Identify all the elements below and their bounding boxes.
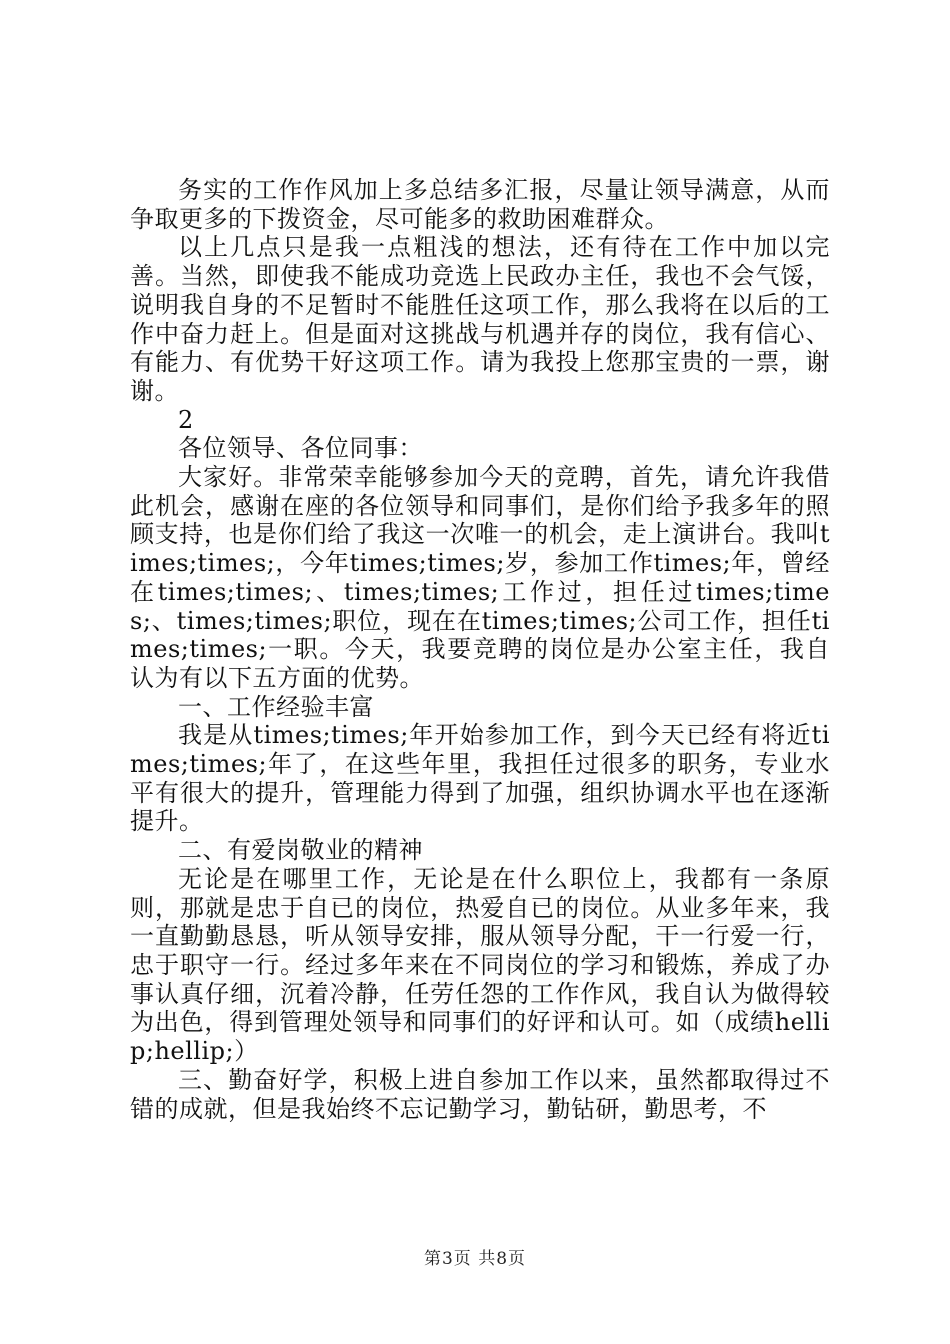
salutation: 各位领导、各位同事： <box>178 434 423 463</box>
paragraph-1: 务实的工作作风加上多总结多汇报，尽量让领导满意，从而争取更多的下拨资金，尽可能多的救助困难群众。 <box>130 176 830 233</box>
paragraph-dedication: 无论是在哪里工作，无论是在什么职位上，我都有一条原则，那就是忠于自已的岗位，热爱自已的岗位。从业多年来，我一直勤勤恳恳，听从领导安排，服从领导分配，干一行爱一行，忠于职守一行。经过多年来在不同岗位的学习和锻炼，养成了办事认真仔细，沉着冷静，任劳任怨的工作作风，我自认为做得较为出色，得到管理处领导和同事们的好评和认可。如（成绩hellip;hellip;） <box>130 864 830 1066</box>
paragraph-experience: 我是从times;times;年开始参加工作，到今天已经有将近times;times;年了，在这些年里，我担任过很多的职务，专业水平有很大的提升，管理能力得到了加强，组织协调水平也在逐渐提升。 <box>130 721 830 836</box>
paragraph-2: 以上几点只是我一点粗浅的想法，还有待在工作中加以完善。当然，即使我不能成功竞选上民政办主任，我也不会气馁，说明我自身的不足暂时不能胜任这项工作，那么我将在以后的工作中奋力赶上。但是面对这挑战与机遇并存的岗位，我有信心、有能力、有优势干好这项工作。请为我投上您那宝贵的一票，谢谢。 <box>130 233 830 405</box>
paragraph-intro: 大家好。非常荣幸能够参加今天的竞聘，首先，请允许我借此机会，感谢在座的各位领导和同事们，是你们给予我多年的照顾支持，也是你们给了我这一次唯一的机会，走上演讲台。我叫times;times;，今年times;times;岁，参加工作times;年，曾经在times;times;、times;times;工作过，担任过times;times;、times;times;职位，现在在times;times;公司工作，担任times;times;一职。今天，我要竞聘的岗位是办公室主任，我自认为有以下五方面的优势。 <box>130 463 830 692</box>
page-footer: 第3页 共8页 <box>423 1249 527 1269</box>
heading-2: 二、有爱岗敬业的精神 <box>178 836 423 865</box>
document-body <box>130 176 830 1123</box>
heading-1: 一、工作经验丰富 <box>178 692 374 721</box>
section-number: 2 <box>178 405 194 434</box>
paragraph-study: 三、勤奋好学，积极上进自参加工作以来，虽然都取得过不错的成就，但是我始终不忘记勤学习，勤钻研，勤思考，不 <box>130 1065 830 1123</box>
